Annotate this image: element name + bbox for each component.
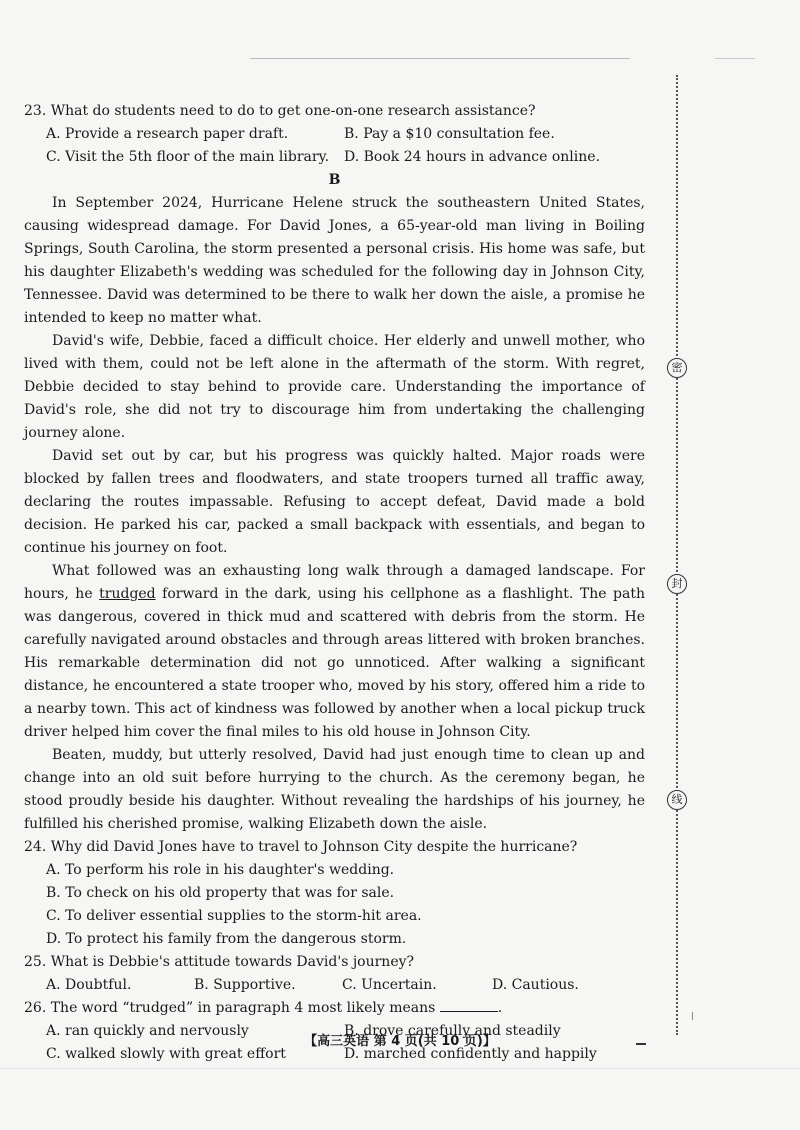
- page-content: [24, 100, 645, 1066]
- passage-paragraph-5: Beaten, muddy, but utterly resolved, David had just enough time to clean up and change into an old suit before hurrying to the church. As the ceremony began, he stood proudly beside his daughter. Without revealing the hardships of his journey, he fulfilled his cherished promise, walking Elizabeth down the aisle.: [24, 747, 645, 832]
- question-25-stem: 25. What is Debbie's attitude towards David's journey?: [24, 954, 415, 970]
- q23-option-c: C. Visit the 5th floor of the main library.: [46, 149, 330, 165]
- top-rule: [250, 58, 630, 59]
- q23-option-d: D. Book 24 hours in advance online.: [344, 149, 601, 165]
- question-23-stem: 23. What do students need to do to get one-on-one research assistance?: [24, 103, 536, 119]
- margin-tick: [692, 1012, 693, 1020]
- page-footer: 【高三英语 第 4 页(共 10 页)】: [304, 1034, 496, 1049]
- binding-dotted-line: [676, 75, 678, 1035]
- question-24-options: [24, 859, 645, 951]
- q23-option-a: A. Provide a research paper draft.: [46, 126, 289, 142]
- paragraph-4-start: What followed was an exhausting long walk through a damaged landscape. For hours, he: [24, 563, 645, 602]
- question-23-options: [24, 123, 645, 169]
- paragraph-4-rest: forward in the dark, using his cellphone as a flashlight. The path was dangerous, covered in thick mud and scattered with debris from the storm. He carefully navigated around obstacles and through areas littered with broken branches. His remarkable determination did not go unnoticed. After walking a significant distance, he encountered a state trooper who, moved by his story, offered him a ride to a nearby town. This act of kindness was followed by another when a local pickup truck driver helped him cover the final miles to his old house in Johnson City.: [24, 586, 645, 740]
- question-26-stem: [24, 997, 645, 1020]
- footer-dash: [636, 1043, 646, 1045]
- seal-mark-feng: 封: [667, 574, 687, 594]
- q26-stem-text: 26. The word “trudged” in paragraph 4 most likely means: [24, 1000, 436, 1016]
- q25-option-a: A. Doubtful.: [46, 977, 132, 993]
- q24-option-d: D. To protect his family from the dangerous storm.: [46, 931, 407, 947]
- answer-blank: [440, 997, 498, 1012]
- seal-mark-xian: 线: [667, 790, 687, 810]
- question-25-options: [24, 974, 645, 997]
- underlined-word-trudged: trudged: [99, 586, 156, 602]
- q23-option-b: B. Pay a $10 consultation fee.: [344, 126, 555, 142]
- q24-option-c: C. To deliver essential supplies to the storm-hit area.: [46, 908, 422, 924]
- q24-option-a: A. To perform his role in his daughter's wedding.: [46, 862, 395, 878]
- q26-option-d: D. marched confidently and happily: [344, 1046, 597, 1062]
- passage-paragraph-2: David's wife, Debbie, faced a difficult choice. Her elderly and unwell mother, who lived with them, could not be left alone in the aftermath of the storm. With regret, Debbie decided to stay behind to provide care. Understanding the importance of David's role, she did not try to discourage him from undertaking the challenging journey alone.: [24, 333, 645, 441]
- q26-stem-end: .: [497, 1000, 503, 1016]
- passage-paragraph-3: David set out by car, but his progress was quickly halted. Major roads were blocked by fallen trees and floodwaters, and state troopers turned all traffic away, declaring the routes impassable. Refusing to accept defeat, David made a bold decision. He parked his car, packed a small backpack with essentials, and began to continue his journey on foot.: [24, 448, 645, 556]
- q25-option-d: D. Cautious.: [492, 977, 579, 993]
- passage-paragraph-4: [24, 560, 645, 744]
- seal-mark-mi: 密: [667, 358, 687, 378]
- bottom-rule: [0, 1068, 800, 1069]
- q24-option-b: B. To check on his old property that was for sale.: [46, 885, 395, 901]
- q25-option-b: B. Supportive.: [194, 977, 296, 993]
- q26-option-a: A. ran quickly and nervously: [46, 1023, 249, 1039]
- q26-option-c: C. walked slowly with great effort: [46, 1046, 286, 1062]
- section-label: B: [328, 172, 341, 188]
- q26-option-b: B. drove carefully and steadily: [344, 1023, 561, 1039]
- q25-option-c: C. Uncertain.: [342, 977, 437, 993]
- top-rule-short: [715, 58, 755, 59]
- passage-paragraph-1: In September 2024, Hurricane Helene struck the southeastern United States, causing widespread damage. For David Jones, a 65-year-old man living in Boiling Springs, South Carolina, the storm presented a personal crisis. His home was safe, but his daughter Elizabeth's wedding was scheduled for the following day in Johnson City, Tennessee. David was determined to be there to walk her down the aisle, a promise he intended to keep no matter what.: [24, 195, 645, 326]
- question-24-stem: 24. Why did David Jones have to travel to Johnson City despite the hurricane?: [24, 839, 578, 855]
